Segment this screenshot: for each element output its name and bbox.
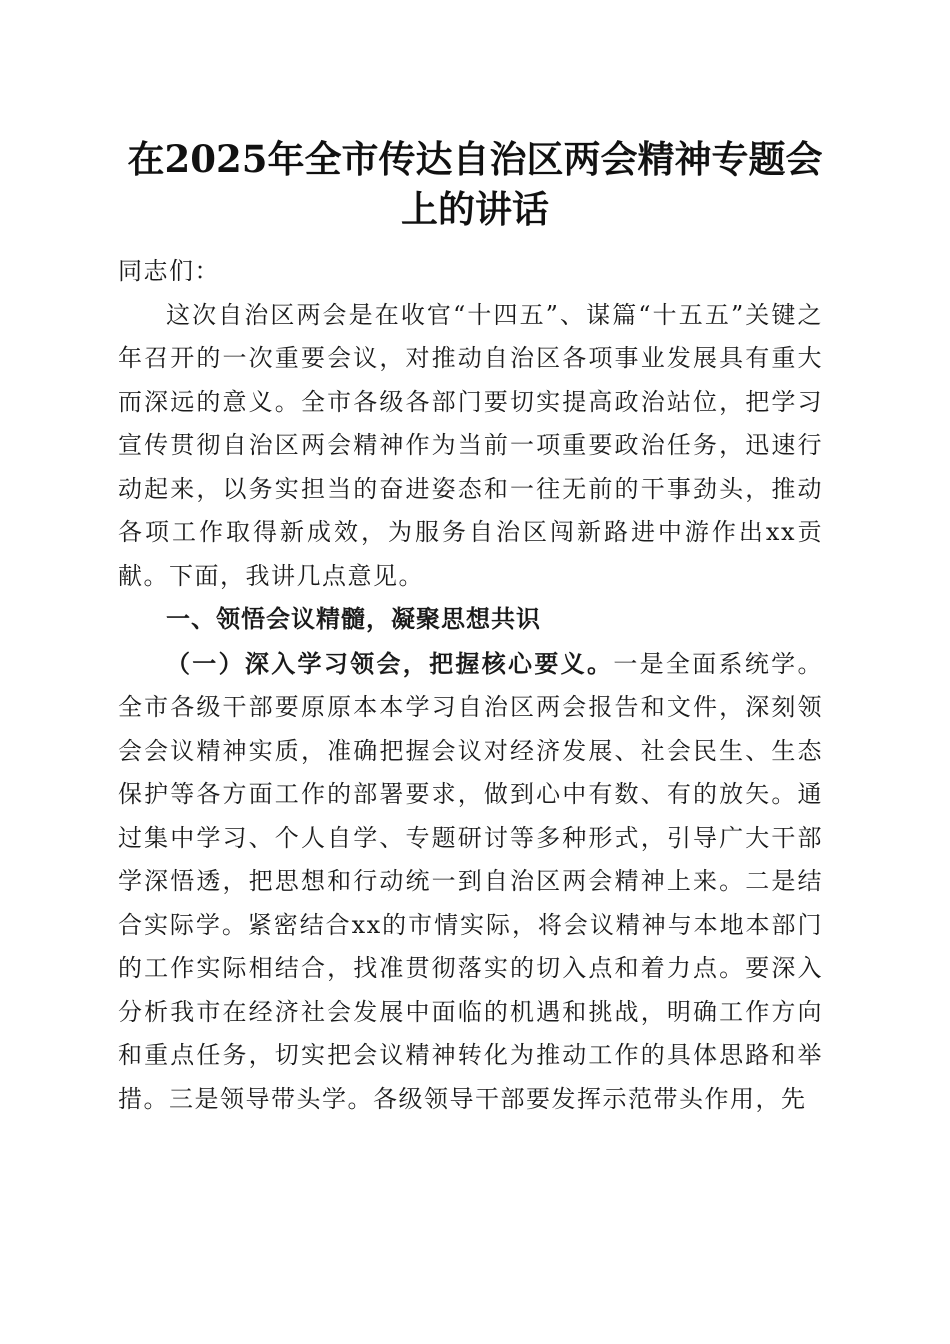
subsection-heading-1: （一）深入学习领会，把握核心要义。 bbox=[166, 648, 614, 678]
document-body bbox=[118, 250, 823, 1121]
salutation: 同志们： bbox=[118, 257, 220, 285]
document-title: 在2025年全市传达自治区两会精神专题会上的讲话 bbox=[127, 137, 823, 231]
intro-paragraph: 这次自治区两会是在收官“十四五”、谋篇“十五五”关键之年召开的一次重要会议，对推动自治区各项事业发展具有重大而深远的意义。全市各级各部门要切实提高政治站位，把学习宣传贯彻自治区两会精神作为当前一项重要政治任务，迅速行动起来，以务实担当的奋进姿态和一往无前的干事劲头，推动各项工作取得新成效，为服务自治区闯新路进中游作出xx贡献。下面，我讲几点意见。 bbox=[118, 300, 823, 590]
section-heading-1: 一、领悟会议精髓，凝聚思想共识 bbox=[166, 605, 541, 633]
subsection-paragraph-1 bbox=[118, 642, 823, 1122]
subsection-body-1: 一是全面系统学。全市各级干部要原原本本学习自治区两会报告和文件，深刻领会会议精神实质，准确把握会议对经济发展、社会民生、生态保护等各方面工作的部署要求，做到心中有数、有的放矢。通过集中学习、个人自学、专题研讨等多种形式，引导广大干部学深悟透，把思想和行动统一到自治区两会精神上来。二是结合实际学。紧密结合xx的市情实际，将会议精神与本地本部门的工作实际相结合，找准贯彻落实的切入点和着力点。要深入分析我市在经济社会发展中面临的机遇和挑战，明确工作方向和重点任务，切实把会议精神转化为推动工作的具体思路和举措。三是领导带头学。各级领导干部要发挥示范带头作用，先 bbox=[118, 649, 823, 1113]
